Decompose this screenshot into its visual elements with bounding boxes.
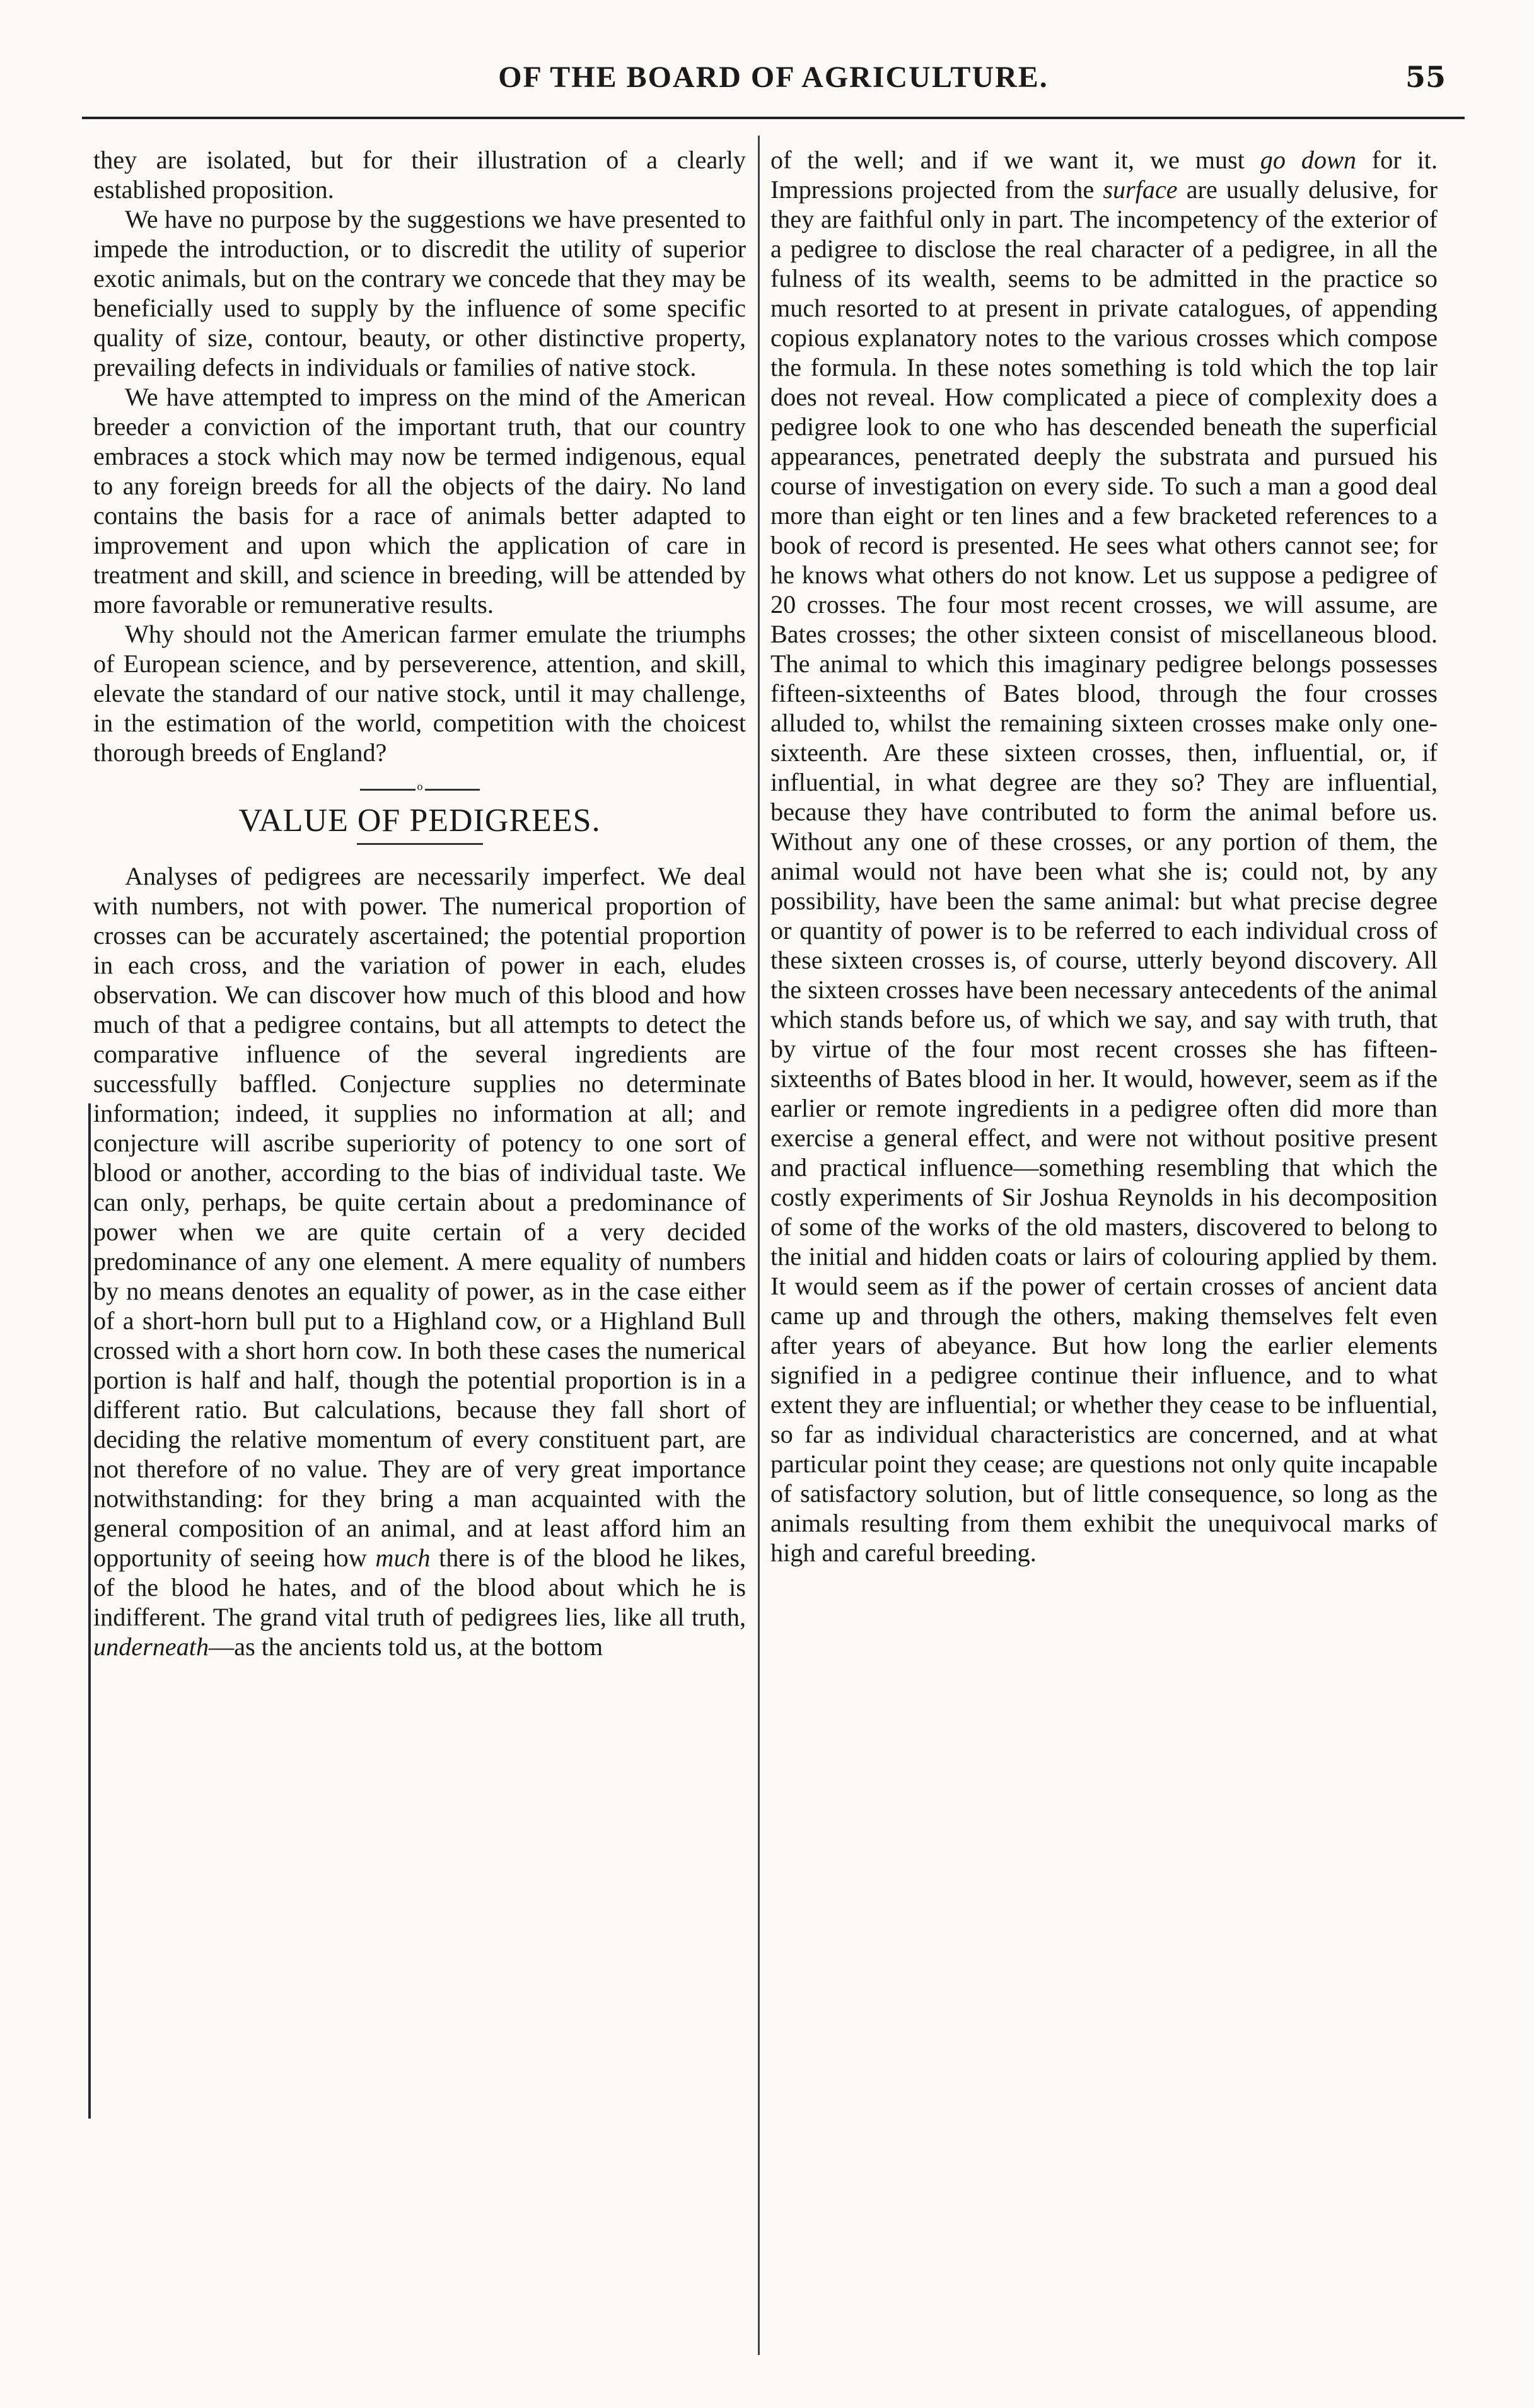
page-number: 55 (1405, 60, 1446, 94)
running-title: OF THE BOARD OF AGRICULTURE. (498, 61, 1049, 94)
column-divider (758, 136, 760, 2355)
left-column (93, 145, 746, 2339)
margin-binding-mark (88, 1103, 91, 2119)
page-header (82, 60, 1465, 110)
left-para-1: they are isolated, but for their illustration of a clearly established proposition. (93, 146, 746, 204)
section-title-rule (357, 843, 483, 845)
left-para-5-part-c: —as the ancients told us, at the bottom (209, 1632, 603, 1661)
left-para-5-part-b: there is of the blood he likes, of the blood he hates, and of the blood about which he is indifferent. The grand vital truth of pedigrees lies, like all truth, (93, 1544, 746, 1631)
right-para-1-emphasis-go-down: go down (1260, 146, 1356, 174)
left-para-5 (93, 861, 746, 1661)
left-para-2: We have no purpose by the suggestions we have presented to impede the introduction, or to discredit the utility of superior exotic animals, but on the contrary we concede that they may be beneficially used to supply by the influence of some specific quality of size, contour, beauty, or other distinctive property, prevailing defects in individuals or families of native stock. (93, 205, 746, 381)
header-rule (82, 117, 1465, 119)
left-para-5-part-a: Analyses of pedigrees are necessarily imperfect. We deal with numbers, not with power. The numerical proportion of crosses can be accurately ascertained; the potential proportion in each cross, and the variation of power in each, eludes observation. We can discover how much of this blood and how much of that a pedigree contains, but all attempts to detect the comparative influence of the several ingredients are successfully baffled. Conjecture supplies no determinate information; indeed, it supplies no information at all; and conjecture will ascribe superiority of potency to one sort of blood or another, according to the bias of individual taste. We can only, perhaps, be quite certain about a predominance of power when we are quite certain of a very decided predominance of any one element. A mere equality of numbers by no means denotes an equality of power, as in the case either of a short-horn bull put to a Highland cow, or a Highland Bull crossed with a short horn cow. In both these cases the numerical portion is half and half, though the potential proportion is in a different ratio. But calculations, because they fall short of deciding the relative momentum of every constituent part, are not therefore of no value. They are of very great importance notwithstanding: for they bring a man acquainted with the general composition of an animal, and at least afford him an opportunity of seeing how (93, 862, 746, 1572)
right-para-1-part-b: for it. Impressions projected from the (770, 146, 1438, 204)
right-para-1-part-a: of the well; and if we want it, we must (770, 146, 1260, 174)
section-divider (360, 789, 480, 791)
right-para-1 (770, 145, 1438, 1568)
right-para-1-part-c: are usually delusive, for they are faithful only in part. The incompetency of the exterior of a pedigree to disclose the real character of a pedigree, in all the fulness of its wealth, seems to be admitted in the practice so much resorted to at present in private catalogues, of appending copious explanatory notes to the various crosses which compose the formula. In these notes something is told which the top lair does not reveal. How complicated a piece of complexity does a pedigree look to one who has descended beneath the superficial appearances, penetrated deeply the substrata and pursued his course of investigation on every side. To such a man a good deal more than eight or ten lines and a few bracketed references to a book of record is presented. He sees what others cannot see; for he knows what others do not know. Let us suppose a pedigree of 20 crosses. The four most recent crosses, we will assume, are Bates crosses; the other sixteen consist of miscellaneous blood. The animal to which this imaginary pedigree belongs possesses fifteen-sixteenths of Bates blood, through the four crosses alluded to, whilst the remaining sixteen crosses make only one-sixteenth. Are these sixteen crosses, then, influential, or, if influential, in what degree are they so? They are influential, because they have contributed to form the animal before us. Without any one of these crosses, or any portion of them, the animal would not have been what she is; could not, by any possibility, have been the same animal: but what precise degree or quantity of power is to be referred to each individual cross of these sixteen crosses is, of course, utterly beyond discovery. All the sixteen crosses have been necessary antecedents of the animal which stands before us, of which we say, and say with truth, that by virtue of the four most recent crosses she has fifteen-sixteenths of Bates blood in her. It would, however, seem as if the earlier or remote ingredients in a pedigree often did more than exercise a general effect, and were not without positive present and practical influence—something resembling that which the costly experiments of Sir Joshua Reynolds in his decomposition of some of the works of the old masters, discovered to belong to the initial and hidden coats or lairs of colouring applied by them. It would seem as if the power of certain crosses of ancient data came up and through the others, making themselves felt even after years of abeyance. But how long the earlier elements signified in a pedigree continue their influence, and to what extent they are influential; or whether they cease to be influential, so far as individual characteristics are concerned, and at what particular point they cease; are questions not only quite incapable of satisfactory solution, but of little consequence, so long as the animals resulting from them exhibit the unequivocal marks of high and careful breeding. (770, 175, 1438, 1567)
right-column (770, 145, 1438, 2339)
left-para-5-emphasis-underneath: underneath (93, 1632, 209, 1661)
left-para-3: We have attempted to impress on the mind of the American breeder a conviction of the important truth, that our country embraces a stock which may now be termed indigenous, equal to any foreign breeds for all the objects of the dairy. No land contains the basis for a race of animals better adapted to improvement and upon which the application of care in treatment and skill, and science in breeding, will be attended by more favorable or remunerative results. (93, 383, 746, 619)
left-para-5-emphasis-much: much (375, 1544, 431, 1572)
section-title: VALUE OF PEDIGREES. (238, 803, 601, 839)
right-para-1-emphasis-surface: surface (1103, 175, 1178, 204)
left-para-4: Why should not the American farmer emulate the triumphs of European science, and by perseverence, attention, and skill, elevate the standard of our native stock, until it may challenge, in the estimation of the world, competition with the choicest thorough breeds of England? (93, 620, 746, 767)
